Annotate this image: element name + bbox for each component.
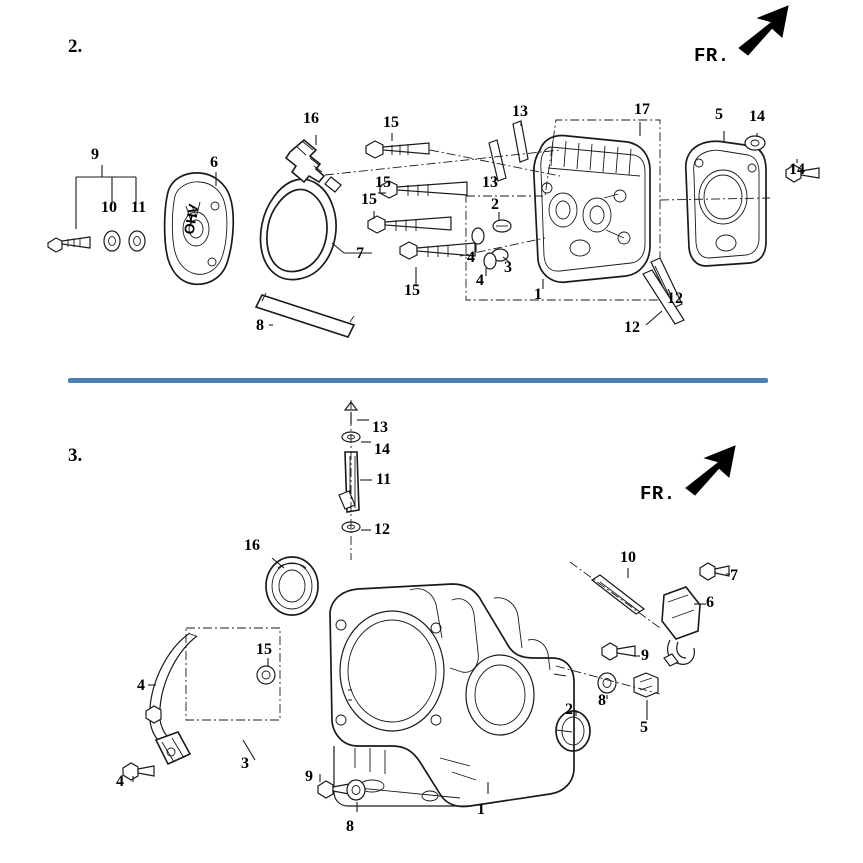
callout-6: 6 xyxy=(706,594,714,611)
callout-3: 3 xyxy=(504,259,512,276)
callout-11: 11 xyxy=(376,471,392,488)
part-15-bolt-c xyxy=(368,216,451,233)
fr-arrow-icon-2 xyxy=(686,446,735,495)
part-1-crankcase xyxy=(330,584,574,807)
part-4-valve-keeper-b xyxy=(484,253,496,269)
callout-7: 7 xyxy=(730,567,738,584)
callout-16: 16 xyxy=(244,537,260,554)
part-8-washer-right xyxy=(598,673,616,693)
callout-5: 5 xyxy=(640,719,648,736)
part-15-bolt-b xyxy=(380,181,467,198)
callout-4-a: 4 xyxy=(137,677,145,694)
callout-4-b: 4 xyxy=(116,773,124,790)
callout-1: 1 xyxy=(477,801,485,818)
callout-10: 10 xyxy=(620,549,636,566)
panel-2-drawing xyxy=(0,0,863,378)
ohv-text: OHV xyxy=(180,202,202,236)
part-15-bolt-d xyxy=(400,242,475,259)
callout-9-a: 9 xyxy=(641,647,649,664)
callout-13-b: 13 xyxy=(482,174,498,191)
fr-label-panel-3: FR. xyxy=(640,483,676,505)
callout-4-b: 4 xyxy=(476,272,484,289)
callout-15-c: 15 xyxy=(361,191,377,208)
callout-8-a: 8 xyxy=(598,692,606,709)
callout-13-a: 13 xyxy=(512,103,528,120)
part-16-spark-plug xyxy=(286,140,341,192)
part-9-bolt-right xyxy=(602,643,635,660)
part-9-bolt xyxy=(48,237,90,252)
callout-3: 3 xyxy=(241,755,249,772)
callout-13: 13 xyxy=(372,419,388,436)
part-1-cylinder-head xyxy=(534,136,650,283)
callout-4-a: 4 xyxy=(467,249,475,266)
callout-15-b: 15 xyxy=(375,174,391,191)
callout-8-b: 8 xyxy=(346,818,354,835)
callout-2: 2 xyxy=(565,701,573,718)
callout-15-a: 15 xyxy=(383,114,399,131)
callout-7: 7 xyxy=(356,245,364,262)
callout-1: 1 xyxy=(534,286,542,303)
callout-9-b: 9 xyxy=(305,768,313,785)
part-6-ignition-coil xyxy=(662,587,700,666)
part-7-coil-bolt xyxy=(700,563,729,580)
panel-crankcase xyxy=(0,390,863,863)
part-2-spring-retainer xyxy=(493,220,511,232)
part-4-valve-keeper-a xyxy=(472,228,484,244)
part-14-washer-a xyxy=(745,136,765,150)
callout-5: 5 xyxy=(715,106,723,123)
part-5-gasket-plate xyxy=(686,141,766,266)
fr-arrow-icon xyxy=(739,6,788,55)
callout-16: 16 xyxy=(303,110,319,127)
part-10-dowel-pin xyxy=(592,575,644,614)
part-6-head-cover xyxy=(165,173,234,284)
part-8-washer-bottom xyxy=(347,780,365,800)
panel-cylinder-head xyxy=(0,0,863,378)
callout-14-a: 14 xyxy=(749,108,765,125)
fr-label-panel-2: FR. xyxy=(694,45,730,67)
part-13-rod-a xyxy=(513,121,528,162)
callout-12: 12 xyxy=(374,521,390,538)
callout-8: 8 xyxy=(256,317,264,334)
callout-2: 2 xyxy=(491,196,499,213)
part-11-washer xyxy=(129,231,145,251)
callout-15: 15 xyxy=(256,641,272,658)
callout-10: 10 xyxy=(101,199,117,216)
part-16-oil-seal xyxy=(266,557,318,615)
callout-11: 11 xyxy=(131,199,147,216)
panel-3-drawing xyxy=(0,390,863,863)
part-5-nut xyxy=(634,673,658,697)
callout-9: 9 xyxy=(91,146,99,163)
callout-12-b: 12 xyxy=(624,319,640,336)
callout-15-d: 15 xyxy=(404,282,420,299)
callout-14-b: 14 xyxy=(789,161,805,178)
panel-2-number: 2. xyxy=(68,36,83,57)
part-10-washer xyxy=(104,231,120,251)
part-15-bolt-a xyxy=(366,141,429,158)
part-15-plug xyxy=(257,666,275,684)
panel-divider xyxy=(68,378,768,383)
callout-17: 17 xyxy=(634,101,650,118)
part-11-governor-shaft xyxy=(339,452,359,512)
callout-6: 6 xyxy=(210,154,218,171)
part-8-push-rod xyxy=(256,293,354,337)
callout-12-a: 12 xyxy=(667,290,683,307)
panel-3-number: 3. xyxy=(68,445,83,466)
part-7-head-gasket xyxy=(261,179,337,279)
callout-14: 14 xyxy=(374,441,390,458)
